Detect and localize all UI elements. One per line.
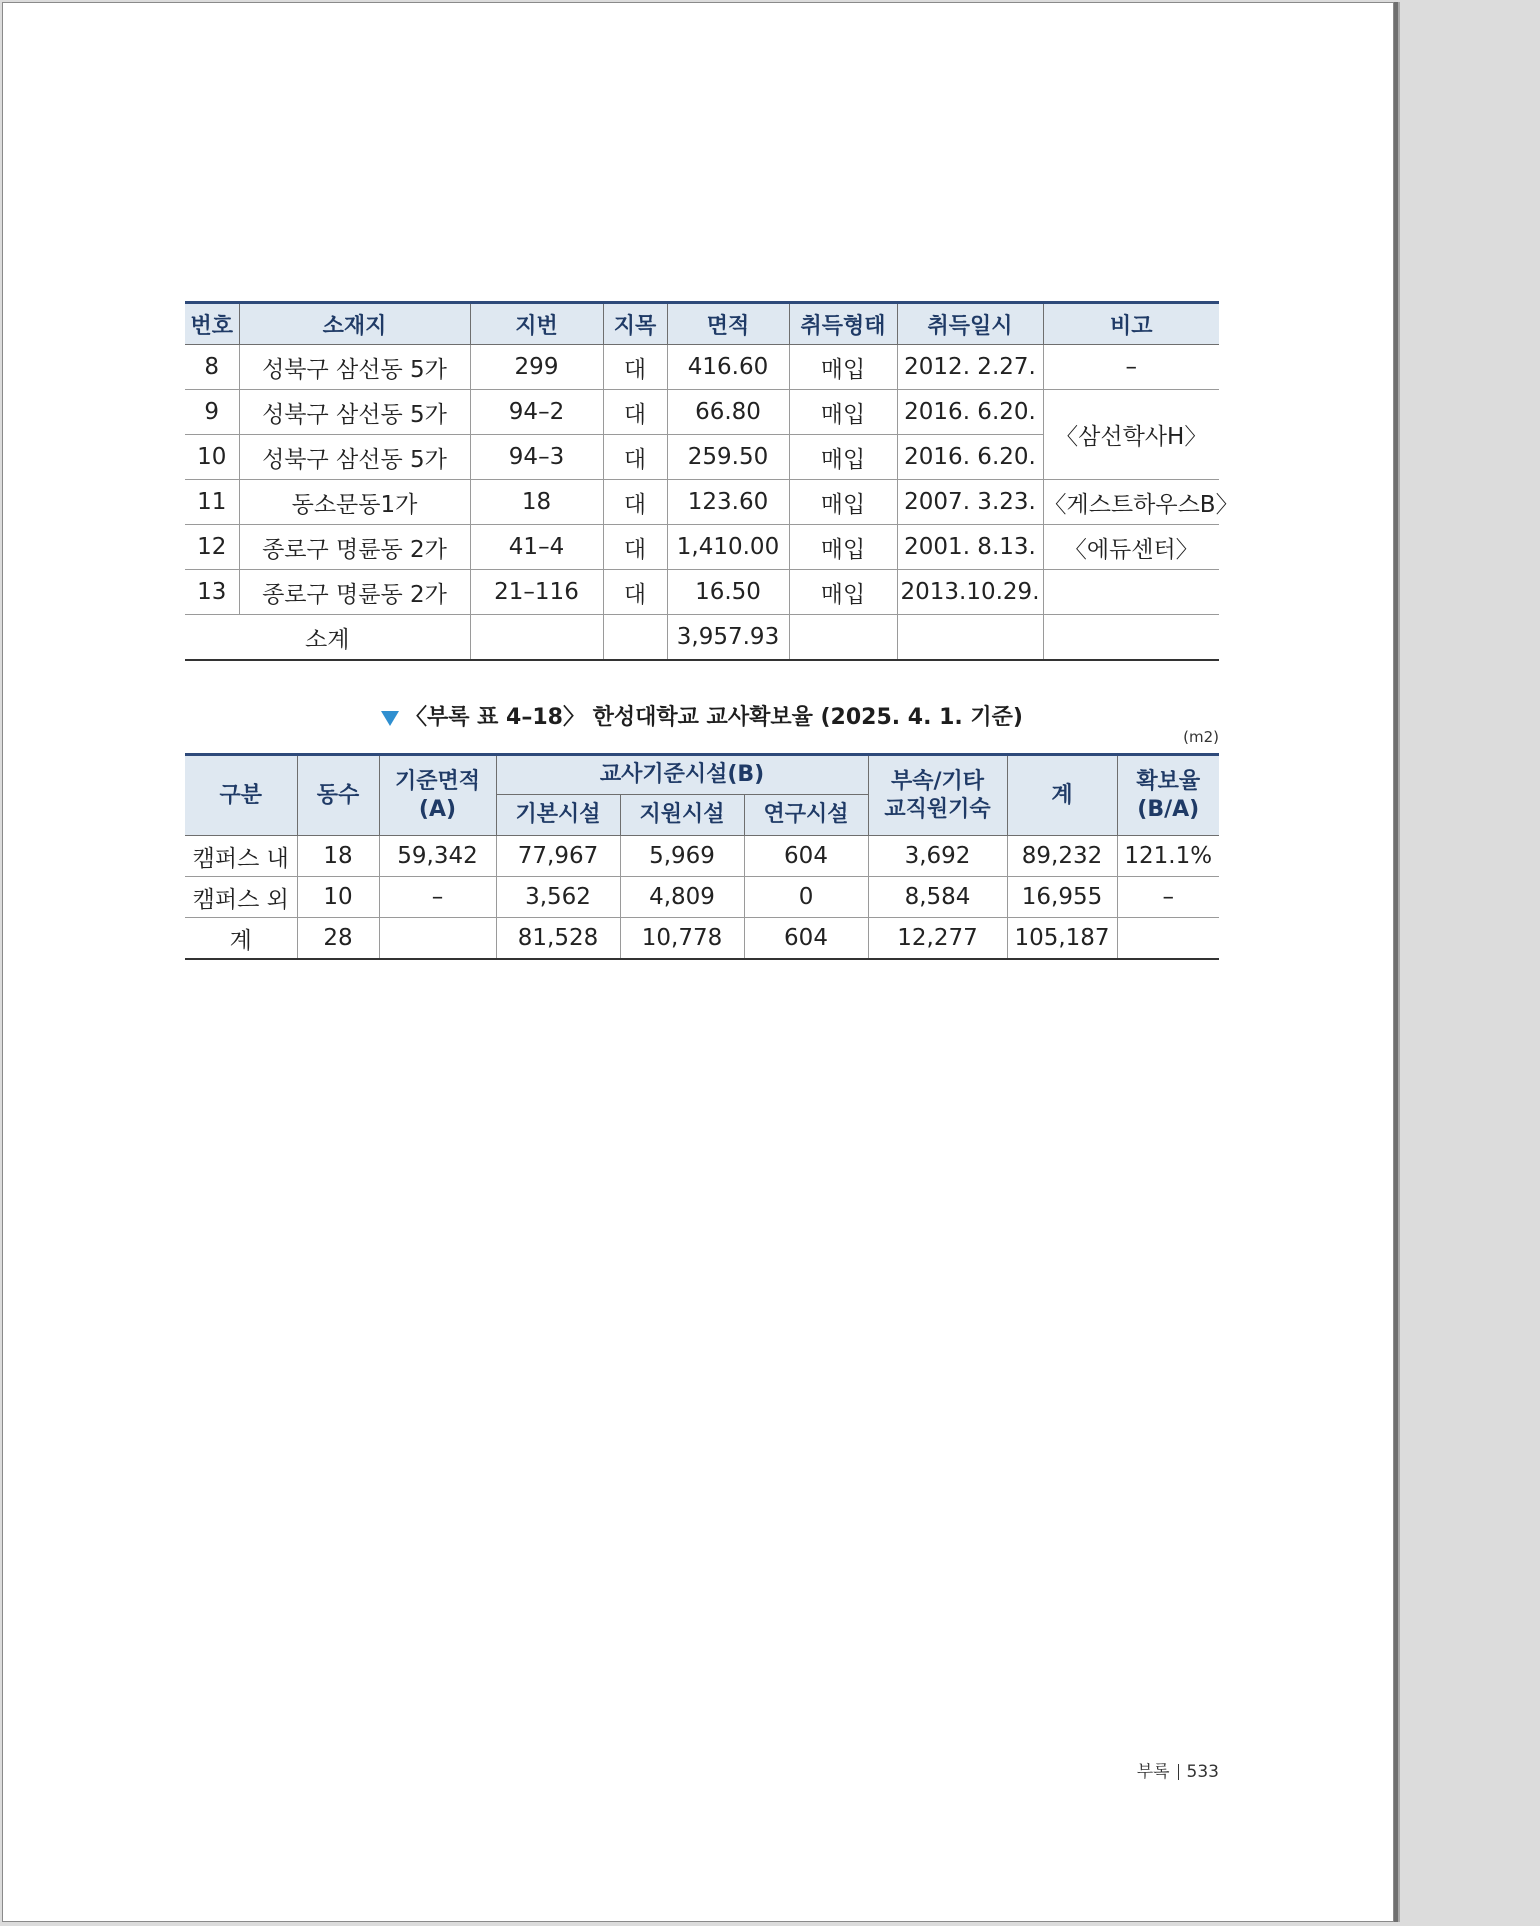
header-lot: 지번 (470, 303, 603, 345)
table-caption-text: 〈부록 표 4–18〉 한성대학교 교사확보율 (2025. 4. 1. 기준) (404, 705, 1023, 730)
header-number: 번호 (185, 303, 239, 345)
header-annex-text: 부속/기타 교직원기숙 (884, 768, 991, 822)
cell: 10 (297, 877, 379, 918)
cell: 2001. 8.13. (897, 525, 1043, 570)
cell: 〈에듀센터〉 (1043, 525, 1219, 570)
cell (1043, 615, 1219, 661)
cell (789, 615, 897, 661)
header-location: 소재지 (239, 303, 470, 345)
table-row (185, 390, 1219, 435)
cell: 대 (603, 570, 667, 615)
cell (897, 615, 1043, 661)
cell: 11 (185, 480, 239, 525)
cell: 604 (744, 836, 868, 877)
cell: 매입 (789, 525, 897, 570)
cell: 종로구 명륜동 2가 (239, 525, 470, 570)
cell (1117, 918, 1219, 960)
header-support-facility: 지원시설 (620, 795, 744, 836)
cell: 2012. 2.27. (897, 345, 1043, 390)
table-row (185, 836, 1219, 877)
cell: 4,809 (620, 877, 744, 918)
table-row (185, 345, 1219, 390)
header-base-area (379, 755, 496, 836)
cell: 121.1% (1117, 836, 1219, 877)
cell: 16,955 (1007, 877, 1117, 918)
cell: 94–2 (470, 390, 603, 435)
cell: 10 (185, 435, 239, 480)
cell: 3,562 (496, 877, 620, 918)
header-facility-group: 교사기준시설(B) (496, 755, 868, 795)
cell: 89,232 (1007, 836, 1117, 877)
cell: 캠퍼스 내 (185, 836, 297, 877)
cell: 2016. 6.20. (897, 435, 1043, 480)
cell: 416.60 (667, 345, 789, 390)
cell (1043, 570, 1219, 615)
cell: – (379, 877, 496, 918)
cell: 매입 (789, 390, 897, 435)
cell (470, 615, 603, 661)
table-row (185, 525, 1219, 570)
cell: 12,277 (868, 918, 1007, 960)
table-header-row (185, 755, 1219, 795)
cell: 18 (470, 480, 603, 525)
document-page (2, 2, 1394, 1922)
header-category: 구분 (185, 755, 297, 836)
header-land-category: 지목 (603, 303, 667, 345)
land-table (185, 301, 1239, 661)
header-area: 면적 (667, 303, 789, 345)
header-research-facility: 연구시설 (744, 795, 868, 836)
cell: 성북구 삼선동 5가 (239, 435, 470, 480)
cell: 매입 (789, 345, 897, 390)
cell: 13 (185, 570, 239, 615)
cell: 81,528 (496, 918, 620, 960)
cell: 계 (185, 918, 297, 960)
table-row (185, 877, 1219, 918)
unit-label: (m2) (1183, 728, 1219, 746)
cell: 2013.10.29. (897, 570, 1043, 615)
cell: 16.50 (667, 570, 789, 615)
land-table-header (185, 303, 1219, 345)
cell: 매입 (789, 570, 897, 615)
cell: 259.50 (667, 435, 789, 480)
cell: 동소문동1가 (239, 480, 470, 525)
cell: 21–116 (470, 570, 603, 615)
cell: 매입 (789, 435, 897, 480)
cell (603, 615, 667, 661)
cell: 2016. 6.20. (897, 390, 1043, 435)
cell: 18 (297, 836, 379, 877)
cell: 8,584 (868, 877, 1007, 918)
table-row (185, 480, 1219, 525)
cell: – (1043, 345, 1219, 390)
page-footer (1103, 1757, 1219, 1782)
cell: 77,967 (496, 836, 620, 877)
header-base-area-text: 기준면적 (A) (394, 768, 480, 822)
table-row (185, 570, 1219, 615)
cell: 41–4 (470, 525, 603, 570)
cell: 〈게스트하우스B〉 (1043, 480, 1219, 525)
cell: 8 (185, 345, 239, 390)
cell: 종로구 명륜동 2가 (239, 570, 470, 615)
header-building-count: 동수 (297, 755, 379, 836)
cell: 59,342 (379, 836, 496, 877)
subtotal-label: 소계 (185, 615, 470, 661)
cell (379, 918, 496, 960)
subtotal-area: 3,957.93 (667, 615, 789, 661)
cell: 대 (603, 390, 667, 435)
header-annex (868, 755, 1007, 836)
cell: – (1117, 877, 1219, 918)
cell: 9 (185, 390, 239, 435)
cell: 2007. 3.23. (897, 480, 1043, 525)
cell: 299 (470, 345, 603, 390)
cell: 1,410.00 (667, 525, 789, 570)
cell: 604 (744, 918, 868, 960)
cell: 성북구 삼선동 5가 (239, 390, 470, 435)
cell: 5,969 (620, 836, 744, 877)
footer-section: 부록 (1136, 1762, 1170, 1782)
cell: 매입 (789, 480, 897, 525)
cell: 성북구 삼선동 5가 (239, 345, 470, 390)
cell: 66.80 (667, 390, 789, 435)
header-acquisition-type: 취득형태 (789, 303, 897, 345)
cell: 대 (603, 525, 667, 570)
cell: 대 (603, 435, 667, 480)
cell: 28 (297, 918, 379, 960)
subtotal-row (185, 615, 1219, 661)
header-rate-text: 확보율 (B/A) (1136, 768, 1201, 822)
cell: 105,187 (1007, 918, 1117, 960)
facility-ratio-table (185, 753, 1219, 960)
cell: 3,692 (868, 836, 1007, 877)
header-remarks: 비고 (1043, 303, 1219, 345)
cell: 0 (744, 877, 868, 918)
table-row (185, 918, 1219, 960)
header-total: 계 (1007, 755, 1117, 836)
cell: 94–3 (470, 435, 603, 480)
footer-divider (1178, 1764, 1179, 1780)
cell: 대 (603, 480, 667, 525)
cell: 캠퍼스 외 (185, 877, 297, 918)
table-caption (185, 700, 1219, 731)
cell: 10,778 (620, 918, 744, 960)
cell: 대 (603, 345, 667, 390)
triangle-down-icon (381, 711, 399, 726)
page-number: 533 (1186, 1762, 1219, 1782)
cell: 123.60 (667, 480, 789, 525)
cell: 12 (185, 525, 239, 570)
header-acquisition-date: 취득일시 (897, 303, 1043, 345)
cell-remark-merged: 〈삼선학사H〉 (1043, 390, 1219, 480)
header-rate (1117, 755, 1219, 836)
header-basic-facility: 기본시설 (496, 795, 620, 836)
